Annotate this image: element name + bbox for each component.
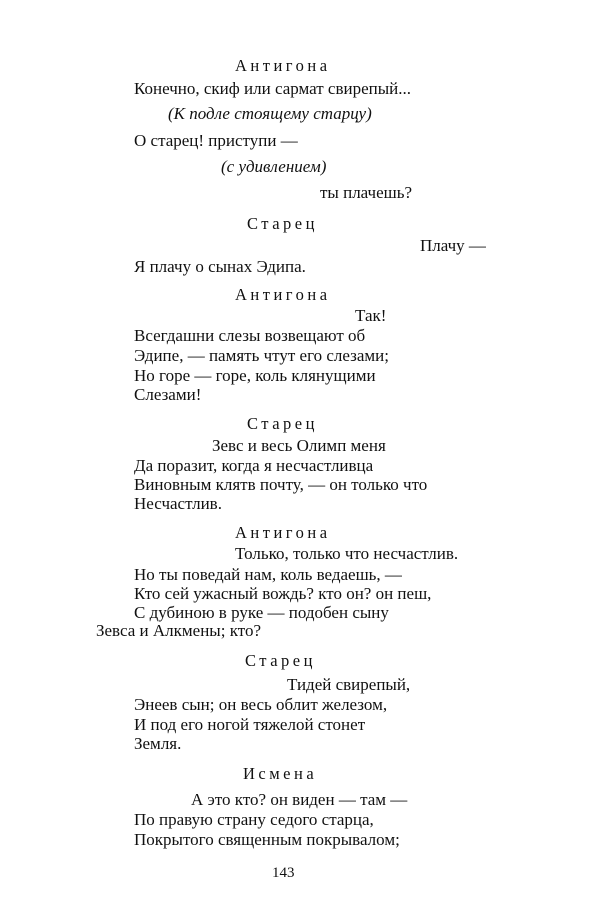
stage-direction: (К подле стоящему старцу) — [168, 104, 372, 123]
verse-line: Всегдашни слезы возвещают об — [134, 326, 366, 345]
speaker-name: Антигона — [235, 56, 331, 75]
verse-line: И под его ногой тяжелой стонет — [134, 715, 366, 734]
verse-line: Земля. — [134, 734, 182, 753]
stage-direction: (с удивлением) — [221, 157, 327, 176]
verse-line: Слезами! — [134, 385, 202, 404]
verse-line: Эдипе, — память чтут его слезами; — [134, 346, 389, 365]
verse-line: Только, только что несчастлив. — [235, 544, 459, 563]
speaker-name: Старец — [247, 414, 318, 433]
page-number: 143 — [272, 865, 295, 881]
verse-line: ты плачешь? — [320, 183, 413, 202]
verse-line: А это кто? он виден — там — — [191, 790, 408, 809]
verse-line: Зевса и Алкмены; кто? — [96, 621, 261, 640]
speaker-name: Антигона — [235, 523, 331, 542]
verse-line: Но ты поведай нам, коль ведаешь, — — [134, 565, 402, 584]
speaker-name: Старец — [247, 214, 318, 233]
verse-line: Несчастлив. — [134, 494, 222, 513]
speaker-name: Исмена — [243, 764, 318, 783]
verse-line: О старец! приступи — — [134, 131, 298, 150]
speaker-name: Антигона — [235, 285, 331, 304]
verse-line: Энеев сын; он весь облит железом, — [134, 695, 388, 714]
verse-line: Да поразит, когда я несчастливца — [134, 456, 374, 475]
verse-line: Виновным клятв почту, — он только что — [134, 475, 428, 494]
verse-line: Но горе — горе, коль клянущими — [134, 366, 376, 385]
verse-line: Покрытого священным покрывалом; — [134, 830, 400, 849]
verse-line: Так! — [355, 306, 387, 325]
verse-line: Кто сей ужасный вождь? кто он? он пеш, — [134, 584, 432, 603]
verse-line: Я плачу о сынах Эдипа. — [134, 257, 306, 276]
speaker-name: Старец — [245, 651, 316, 670]
verse-line: Конечно, скиф или сармат свирепый... — [134, 79, 412, 98]
verse-line: Плачу — — [420, 236, 486, 255]
verse-line: С дубиною в руке — подобен сыну — [134, 603, 389, 622]
verse-line: Зевс и весь Олимп меня — [212, 436, 386, 455]
verse-line: По правую страну седого старца, — [134, 810, 374, 829]
verse-line: Тидей свирепый, — [287, 675, 411, 694]
